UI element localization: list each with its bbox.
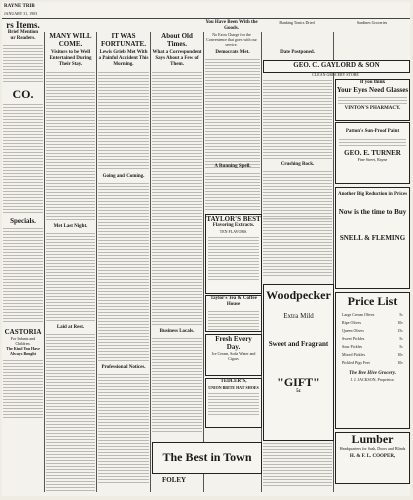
column-rule xyxy=(44,32,45,492)
extracts-ad xyxy=(205,214,262,294)
gaylord-sub: CLEAN GROCERY STORE xyxy=(312,72,359,77)
top-right-ad-2 xyxy=(336,20,408,48)
masthead-rule xyxy=(2,18,410,19)
left-co-fragment: CO. xyxy=(12,87,34,101)
woodpecker-price: 5c xyxy=(296,389,301,394)
column-3 xyxy=(98,32,149,492)
castoria-title: CASTORIA xyxy=(4,328,42,336)
body-text xyxy=(46,333,95,492)
body-text xyxy=(263,170,332,220)
col4-business: Business Locals. xyxy=(159,329,195,334)
postponed-article xyxy=(263,50,332,56)
tedlers-title: TEDLER'S, xyxy=(220,379,247,384)
newspaper-page xyxy=(2,2,410,496)
body-text xyxy=(3,44,43,84)
price-value: 5c xyxy=(399,312,403,317)
price-row xyxy=(336,336,409,341)
left-specials: Specials. xyxy=(10,217,36,225)
col2-section-2: Met Last Night. xyxy=(53,224,88,229)
price-row xyxy=(336,360,409,365)
fresh-ad xyxy=(205,334,262,376)
masthead-date: JANUARY 31, 1903 xyxy=(4,11,38,16)
col3-section-2: Going and Coming. xyxy=(102,174,145,179)
price-item: Sour Pickles xyxy=(342,344,363,349)
top-ad-left: Banking Tonics Dried xyxy=(279,20,315,25)
price-row xyxy=(336,312,409,317)
fresh-line-3: Ice Cream, Soda Water and Cigars xyxy=(211,351,256,361)
paint-ad xyxy=(335,122,410,184)
lumber-line: Headquarters for Sash, Doors and Blinds xyxy=(339,446,406,451)
price-item: Large Cream Olives xyxy=(342,312,375,317)
coffee-ad xyxy=(205,295,262,332)
price-value: 10c xyxy=(397,360,403,365)
reduction-line-2: Now is the time to Buy xyxy=(338,208,407,216)
price-item: Mixed Pickles xyxy=(342,352,365,357)
crushing-title: Crushing Rock. xyxy=(280,162,315,167)
body-text xyxy=(205,172,260,212)
price-list-ad xyxy=(335,292,410,429)
col4-subhead: What a Correspondent Says About a Few of Them. xyxy=(152,50,202,67)
coffee-title: Taylor's Tea & Coffee House xyxy=(210,296,257,307)
column-rule xyxy=(150,32,151,492)
left-heading-2: Brief Mention xyxy=(7,30,39,35)
body-text xyxy=(152,337,202,432)
eyes-line-1: If you think xyxy=(359,80,386,85)
telephone-ad xyxy=(205,20,258,48)
body-text xyxy=(338,96,407,104)
column-2 xyxy=(46,32,95,492)
left-column xyxy=(3,20,43,490)
vinton-ad xyxy=(335,79,410,121)
col3-subhead: Lewis Grieb Met With a Painful Accident This Morning. xyxy=(98,50,149,67)
price-row xyxy=(336,352,409,357)
price-row xyxy=(336,344,409,349)
fresh-line-2: Day. xyxy=(226,343,241,351)
tedlers-line: UNION BRITE HAT SHOES xyxy=(208,385,259,390)
body-text xyxy=(339,138,406,146)
telephone-ad-line: No Extra Charge for the Convenience that goes with our service. xyxy=(206,32,257,47)
column-4 xyxy=(152,32,202,492)
top-ad-right: Sardines Groceries xyxy=(356,20,388,25)
body-text xyxy=(263,79,332,159)
woodpecker-line-2: Sweet and Fragrant xyxy=(268,340,329,348)
woodpecker-gift: "GIFT" xyxy=(277,375,320,389)
foley-text: FOLEY xyxy=(162,476,187,484)
body-text xyxy=(98,71,149,171)
price-value: 10c xyxy=(397,352,403,357)
best-in-town-text: The Best in Town xyxy=(162,450,252,464)
body-text xyxy=(205,58,260,168)
column-rule xyxy=(203,32,204,492)
price-list-owner: J. J. JACKSON, Proprietor. xyxy=(350,377,395,382)
paint-dealer: GEO. E. TURNER xyxy=(344,149,401,157)
extracts-line-2: Flavoring Extracts. xyxy=(212,223,255,228)
reduction-line-1: Another Big Reduction in Prices xyxy=(337,192,408,197)
tedlers-ad xyxy=(205,378,262,428)
body-text xyxy=(263,217,332,277)
price-row xyxy=(336,320,409,325)
lumber-firm: H. & F. L. COOPER, xyxy=(349,454,396,459)
body-text xyxy=(208,310,259,332)
body-text xyxy=(263,442,332,487)
extracts-title: TAYLOR'S BEST xyxy=(206,215,261,223)
running-article xyxy=(205,164,260,212)
vinton-store: VINTON'S PHARMACY. xyxy=(344,106,401,111)
col3-section-3: Professional Notices. xyxy=(101,365,146,370)
lumber-ad xyxy=(335,432,410,484)
body-text xyxy=(46,71,95,221)
price-value: 5c xyxy=(399,344,403,349)
castoria-line: The Kind You Have Always Bought xyxy=(6,346,40,356)
reduction-ad xyxy=(335,187,410,289)
democrats-title: Democrats Met. xyxy=(215,50,250,55)
price-list-title: Price List xyxy=(347,294,398,308)
col2-subhead: Visitors to be Well Entertained During Their Stay. xyxy=(49,50,92,67)
body-text xyxy=(98,182,149,362)
price-value: 10c xyxy=(397,320,403,325)
price-value: 15c xyxy=(397,328,403,333)
lumber-title: Lumber xyxy=(351,432,394,446)
woodpecker-ad xyxy=(263,284,334,441)
paint-title: Patton's Sun-Proof Paint xyxy=(345,129,400,134)
price-item: Queen Olives xyxy=(342,328,364,333)
body-text xyxy=(98,373,149,483)
body-text xyxy=(46,232,95,322)
masthead-fragment: RAYNE TRIB xyxy=(4,4,35,9)
running-title: A Running Spell. xyxy=(214,164,251,169)
body-text xyxy=(208,392,259,417)
postponed-title: Date Postponed. xyxy=(280,50,315,55)
gaylord-title: GEO. C. GAYLORD & SON xyxy=(293,61,380,69)
col3-headline: IT WAS FORTUNATE. xyxy=(101,32,146,48)
col4-headline: About Old Times. xyxy=(161,32,193,48)
price-list-store: The Bee Hive Grocery. xyxy=(348,371,397,376)
castoria-sub: For Infants and Children. xyxy=(10,336,36,346)
body-text xyxy=(3,103,43,213)
woodpecker-title: Woodpecker xyxy=(266,288,331,302)
telephone-ad-title: You Have Been With the Goods. xyxy=(205,20,258,31)
fresh-line-1: Fresh Every xyxy=(215,335,252,343)
left-heading-1: rs Items. xyxy=(6,20,40,30)
left-heading-3: ur Readers. xyxy=(10,36,36,41)
woodpecker-line-1: Extra Mild xyxy=(283,312,314,320)
body-text xyxy=(3,359,43,419)
body-text xyxy=(152,71,202,326)
top-right-ad xyxy=(264,20,330,48)
col2-headline: MANY WILL COME. xyxy=(49,32,92,48)
price-rows xyxy=(336,312,409,365)
column-rule xyxy=(96,32,97,492)
price-item: Ripe Olives xyxy=(342,320,361,325)
body-text xyxy=(3,227,43,322)
eyes-line-2: Your Eyes Need Glasses xyxy=(336,86,409,94)
reduction-firm: SNELL & FLEMING xyxy=(339,234,406,242)
paint-street: Fine Street, Rayne xyxy=(357,157,388,162)
crushing-article xyxy=(263,162,332,220)
body-text xyxy=(208,236,259,281)
democrats-article xyxy=(205,50,260,168)
col2-section-3: Laid at Rest. xyxy=(56,325,85,330)
best-in-town-ad xyxy=(152,442,262,474)
extracts-line-3: TEN FLAVORS. xyxy=(219,229,248,234)
price-item: Pickled Pigs Feet xyxy=(342,360,370,365)
price-row xyxy=(336,328,409,333)
price-value: 5c xyxy=(399,336,403,341)
price-item: Sweet Pickles xyxy=(342,336,365,341)
